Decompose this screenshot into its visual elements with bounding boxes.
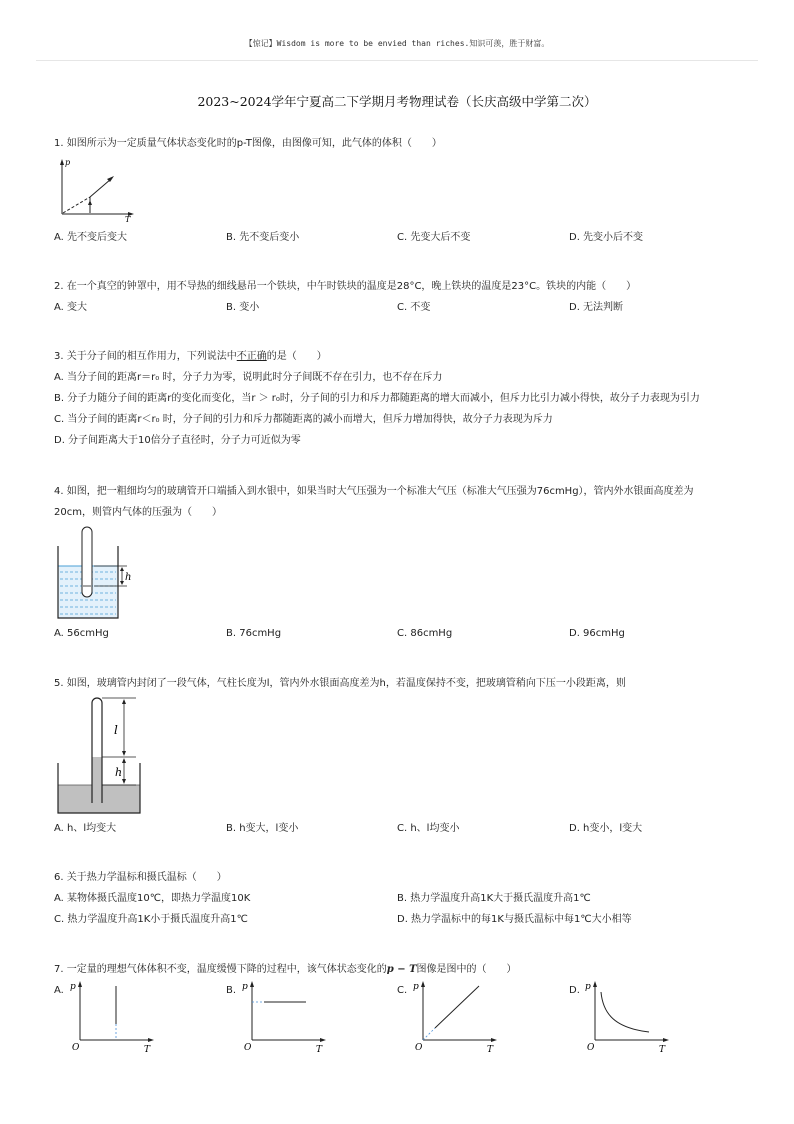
q6-option-b[interactable]: B. 热力学温度升高1K大于摄氏温度升高1℃ [397, 893, 591, 904]
q5-option-b[interactable]: B. h变大，l变小 [226, 823, 299, 834]
q7-stem-math: p − T [386, 964, 417, 975]
q1-x-label: T [125, 215, 131, 222]
svg-text:T: T [316, 1045, 323, 1055]
q4-h-label: h [125, 572, 132, 583]
svg-text:T: T [487, 1045, 494, 1055]
q7-graph-b [236, 978, 336, 1058]
q6-option-c[interactable]: C. 热力学温度升高1K小于摄氏温度升高1℃ [54, 914, 248, 925]
q7-option-b[interactable]: B. [226, 985, 237, 996]
q5-stem: 5. 如图，玻璃管内封闭了一段气体，气柱长度为l，管内外水银面高度差为h，若温度保持不变，把玻璃管稍向下压一小段距离，则 [54, 678, 626, 689]
q4-stem-line2: 20cm，则管内气体的压强为（ ） [54, 507, 222, 518]
q3-option-c[interactable]: C. 当分子间的距离r＜r₀ 时，分子间的引力和斥力都随距离的减小而增大，但斥力增加得快，故分子力表现为斥力 [54, 414, 553, 425]
q3-stem-emphasis: 不正确 [236, 351, 267, 362]
q3-stem: 3. 关于分子间的相互作用力，下列说法中不正确的是（ ） [54, 351, 327, 362]
q5-figure [54, 695, 146, 817]
header-divider [36, 60, 758, 61]
q4-figure [54, 524, 140, 622]
q5-option-a[interactable]: A. h、l均变大 [54, 823, 117, 834]
q5-option-c[interactable]: C. h、l均变小 [397, 823, 460, 834]
q2-option-d[interactable]: D. 无法判断 [569, 302, 624, 313]
svg-text:O: O [72, 1043, 80, 1053]
q7-graph-c [407, 978, 507, 1058]
q1-y-label: p [65, 158, 71, 167]
svg-text:p: p [413, 982, 419, 992]
svg-text:O: O [587, 1043, 595, 1053]
svg-text:T: T [659, 1045, 666, 1055]
q6-stem: 6. 关于热力学温标和摄氏温标（ ） [54, 872, 227, 883]
svg-text:O: O [415, 1043, 423, 1053]
q7-graph-a [64, 978, 164, 1058]
q5-option-d[interactable]: D. h变小，l变大 [569, 823, 643, 834]
q3-option-b[interactable]: B. 分子力随分子间的距离r的变化而变化，当r ＞ r₀时，分子间的引力和斥力都随距离的增大而减小，但斥力比引力减小得快，故分子力表现为引力 [54, 393, 700, 404]
q2-option-a[interactable]: A. 变大 [54, 302, 88, 313]
q3-option-a[interactable]: A. 当分子间的距离r＝r₀ 时，分子力为零，说明此时分子间既不存在引力，也不存在斥力 [54, 372, 443, 383]
q1-figure [54, 156, 144, 222]
q3-option-d[interactable]: D. 分子间距离大于10倍分子直径时，分子力可近似为零 [54, 435, 301, 446]
q4-stem-line1: 4. 如图，把一粗细均匀的玻璃管开口端插入到水银中，如果当时大气压强为一个标准大气压（标准大气压强为76cmHg），管内外水银面高度差为 [54, 486, 694, 497]
q5-l-label: l [114, 723, 118, 737]
q2-stem: 2. 在一个真空的钟罩中，用不导热的细线悬吊一个铁块，中午时铁块的温度是28°C，晚上铁块的温度是23°C。铁块的内能（ ） [54, 281, 637, 292]
q6-option-d[interactable]: D. 热力学温标中的每1K与摄氏温标中每1℃大小相等 [397, 914, 632, 925]
page-title: 2023~2024学年宁夏高二下学期月考物理试卷（长庆高级中学第二次） [197, 94, 597, 109]
svg-text:O: O [244, 1043, 252, 1053]
q2-option-c[interactable]: C. 不变 [397, 302, 431, 313]
q6-option-a[interactable]: A. 某物体摄氏温度10℃，即热力学温度10K [54, 893, 251, 904]
q1-option-c[interactable]: C. 先变大后不变 [397, 232, 471, 243]
q7-option-c[interactable]: C. [397, 985, 408, 996]
svg-text:p: p [242, 982, 248, 992]
q1-option-b[interactable]: B. 先不变后变小 [226, 232, 300, 243]
q7-stem: 7. 一定量的理想气体体积不变，温度缓慢下降的过程中，该气体状态变化的p − T图像是图中的（ ） [54, 964, 517, 975]
svg-text:p: p [585, 982, 591, 992]
svg-text:p: p [70, 982, 76, 992]
q4-option-b[interactable]: B. 76cmHg [226, 628, 282, 639]
q4-option-a[interactable]: A. 56cmHg [54, 628, 109, 639]
q5-h-label: h [115, 766, 123, 779]
q1-option-d[interactable]: D. 先变小后不变 [569, 232, 644, 243]
svg-text:T: T [144, 1045, 151, 1055]
q7-option-d[interactable]: D. [569, 985, 580, 996]
q7-option-a[interactable]: A. [54, 985, 64, 996]
header-motto: 【惊记】Wisdom is more to be envied than riches.知识可羡，胜于财富。 [244, 39, 550, 48]
q7-graph-d [579, 978, 679, 1058]
q1-stem: 1. 如图所示为一定质量气体状态变化时的p-T图像，由图像可知，此气体的体积（ ） [54, 138, 442, 149]
q2-option-b[interactable]: B. 变小 [226, 302, 260, 313]
q1-option-a[interactable]: A. 先不变后变大 [54, 232, 128, 243]
q4-option-c[interactable]: C. 86cmHg [397, 628, 453, 639]
q4-option-d[interactable]: D. 96cmHg [569, 628, 625, 639]
